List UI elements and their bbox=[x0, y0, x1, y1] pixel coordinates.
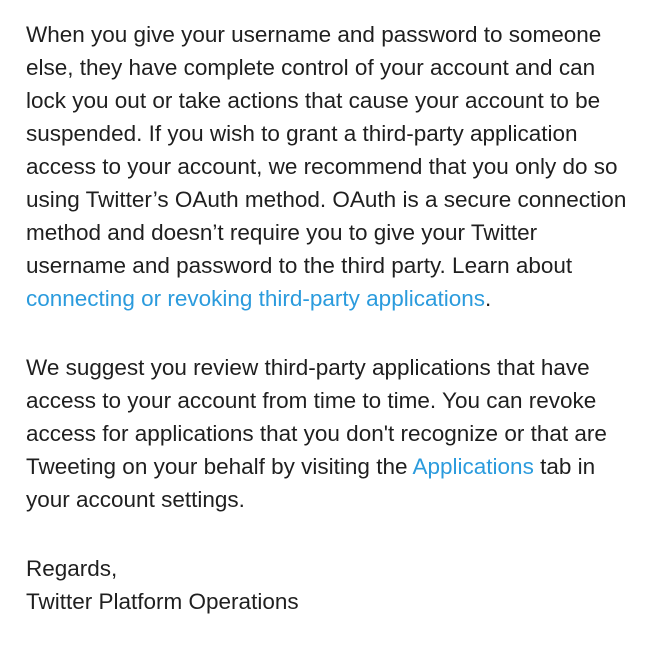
review-apps-text: We suggest you review third-party applications that have access to your account from time to time. You can revoke access for applications that you don't recognize or that are Tweeting on your behalf by visiting the bbox=[26, 355, 607, 479]
review-apps-paragraph bbox=[26, 351, 638, 516]
oauth-warning-text: When you give your username and password to someone else, they have complete control of your account and can lock you out or take actions that cause your account to be suspended. If you wish to grant a third-party application access to your account, we recommend that you only do so using Twitter’s OAuth method. OAuth is a secure connection method and doesn’t require you to give your Twitter username and password to the third party. Learn about bbox=[26, 22, 627, 278]
signoff-greeting: Regards, bbox=[26, 556, 118, 581]
signoff-signature: Twitter Platform Operations bbox=[26, 589, 299, 614]
review-apps-text-end: tab in your account settings. bbox=[26, 454, 596, 512]
connecting-revoking-apps-link[interactable]: connecting or revoking third-party applications bbox=[26, 286, 485, 311]
applications-tab-link[interactable]: Applications bbox=[412, 454, 534, 479]
oauth-warning-period: . bbox=[485, 286, 492, 311]
signoff bbox=[26, 552, 638, 618]
oauth-warning-paragraph bbox=[26, 18, 638, 315]
